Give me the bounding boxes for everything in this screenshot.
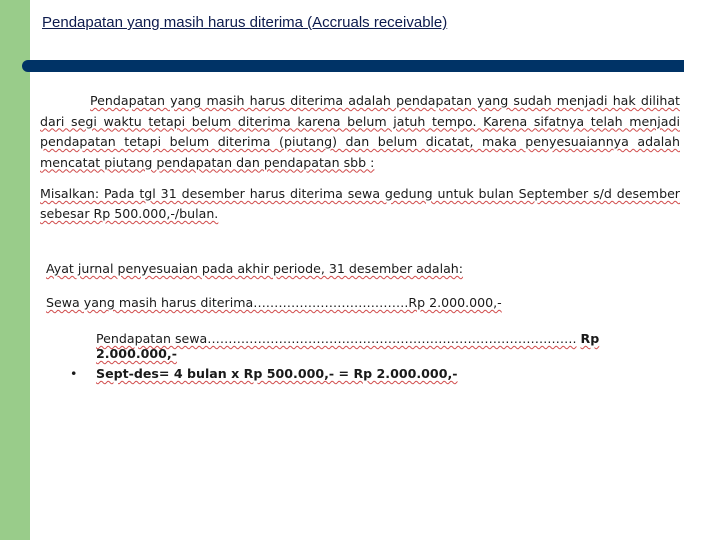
bullet-icon: •: [70, 366, 78, 381]
credit-entry-label: Pendapatan sewa…………………………………………………………………………….: [96, 331, 577, 346]
credit-entry: [96, 331, 666, 361]
example-paragraph: Misalkan: Pada tgl 31 desember harus diterima sewa gedung untuk bulan September s/d desember sebesar Rp 500.000,-/bulan.: [40, 186, 680, 221]
left-accent-bar: [0, 0, 30, 540]
calculation-bullet: [70, 366, 710, 381]
slide-title: Pendapatan yang masih harus diterima (Accruals receivable): [42, 14, 448, 31]
debit-entry: Sewa yang masih harus diterima……………………………….Rp 2.000.000,-: [46, 295, 502, 310]
calculation-text: Sept-des= 4 bulan x Rp 500.000,- = Rp 2.000.000,-: [96, 366, 458, 381]
credit-entry-amount: Rp 2.000.000,-: [96, 331, 600, 361]
definition-paragraph: [40, 91, 680, 173]
definition-text: Pendapatan yang masih harus diterima adalah pendapatan yang sudah menjadi hak dilihat dari segi waktu tetapi belum diterima karena belum jatuh tempo. Karena sifatnya telah menjadi pendapatan tetapi belum diterima (piutang) dan belum dicatat, maka penyesuaiannya adalah mencatat piutang pendapatan dan pendapatan sbb :: [40, 93, 680, 170]
title-divider-bar: [22, 60, 684, 72]
journal-intro: Ayat jurnal penyesuaian pada akhir periode, 31 desember adalah:: [46, 261, 464, 276]
